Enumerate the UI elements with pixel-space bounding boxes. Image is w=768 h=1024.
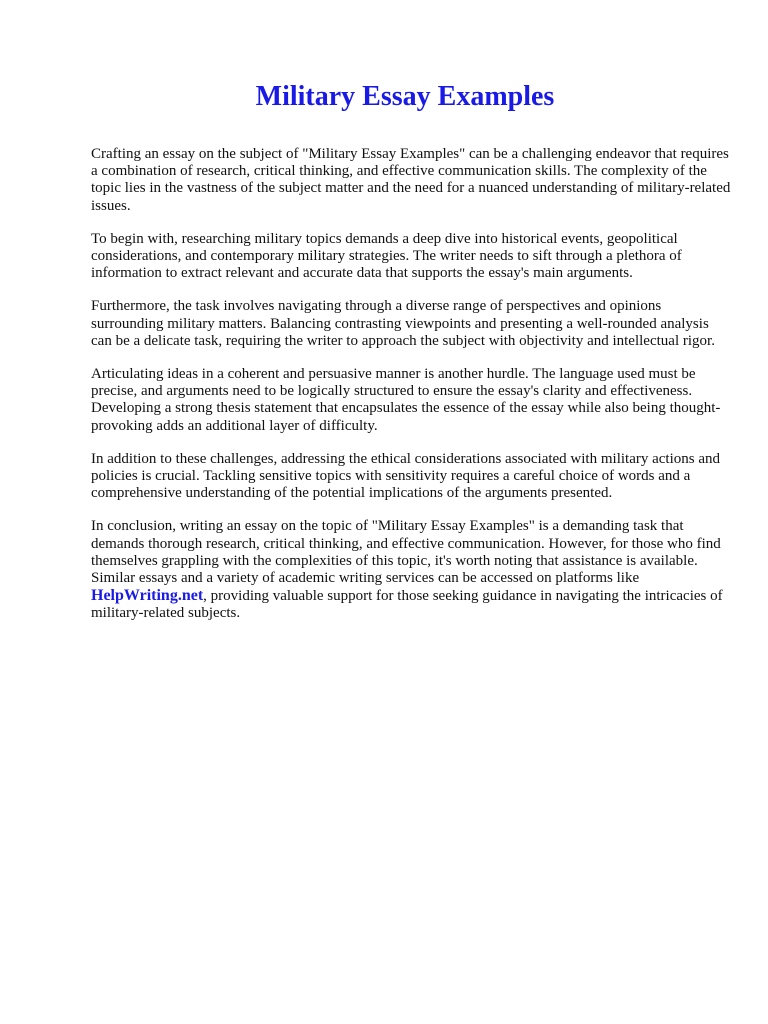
conclusion-text-after-link: , providing valuable support for those seeking guidance in navigating the intricacies of military-related subjects.: [91, 588, 723, 622]
paragraph-conclusion: [91, 518, 731, 622]
paragraph-5: In addition to these challenges, addressing the ethical considerations associated with military actions and policies is crucial. Tackling sensitive topics with sensitivity requires a careful choice of words and a comprehensive understanding of the potential implications of the arguments presented.: [91, 450, 720, 502]
conclusion-text-before-link: In conclusion, writing an essay on the topic of "Military Essay Examples" is a demanding task that demands thorough research, critical thinking, and effective communication. However, for those who find themselves grappling with the complexities of this topic, it's worth noting that assistance is available. Similar essays and a variety of academic writing services can be accessed on platforms like: [91, 518, 721, 587]
paragraph-3: Furthermore, the task involves navigating through a diverse range of perspectives and opinions surrounding military matters. Balancing contrasting viewpoints and presenting a well-rounded analysis can be a delicate task, requiring the writer to approach the subject with objectivity and intellectual rigor.: [91, 298, 715, 349]
paragraph-2: To begin with, researching military topics demands a deep dive into historical events, geopolitical considerations, and contemporary military strategies. The writer needs to sift through a plethora of information to extract relevant and accurate data that supports the essay's main arguments.: [91, 230, 682, 282]
page-title: Military Essay Examples: [255, 81, 555, 112]
essay-body: [91, 146, 731, 639]
paragraph-1: Crafting an essay on the subject of "Military Essay Examples" can be a challenging endeavor that requires a combination of research, critical thinking, and effective communication skills. The complexity of the topic lies in the vastness of the subject matter and the need for a nuanced understanding of military-related issues.: [91, 146, 731, 214]
paragraph-4: Articulating ideas in a coherent and persuasive manner is another hurdle. The language used must be precise, and arguments need to be logically structured to ensure the essay's clarity and effectiveness. Developing a strong thesis statement that encapsulates the essence of the essay while also being thought-provoking adds an additional layer of difficulty.: [91, 366, 721, 434]
helpwriting-link[interactable]: HelpWriting.net: [91, 587, 204, 605]
